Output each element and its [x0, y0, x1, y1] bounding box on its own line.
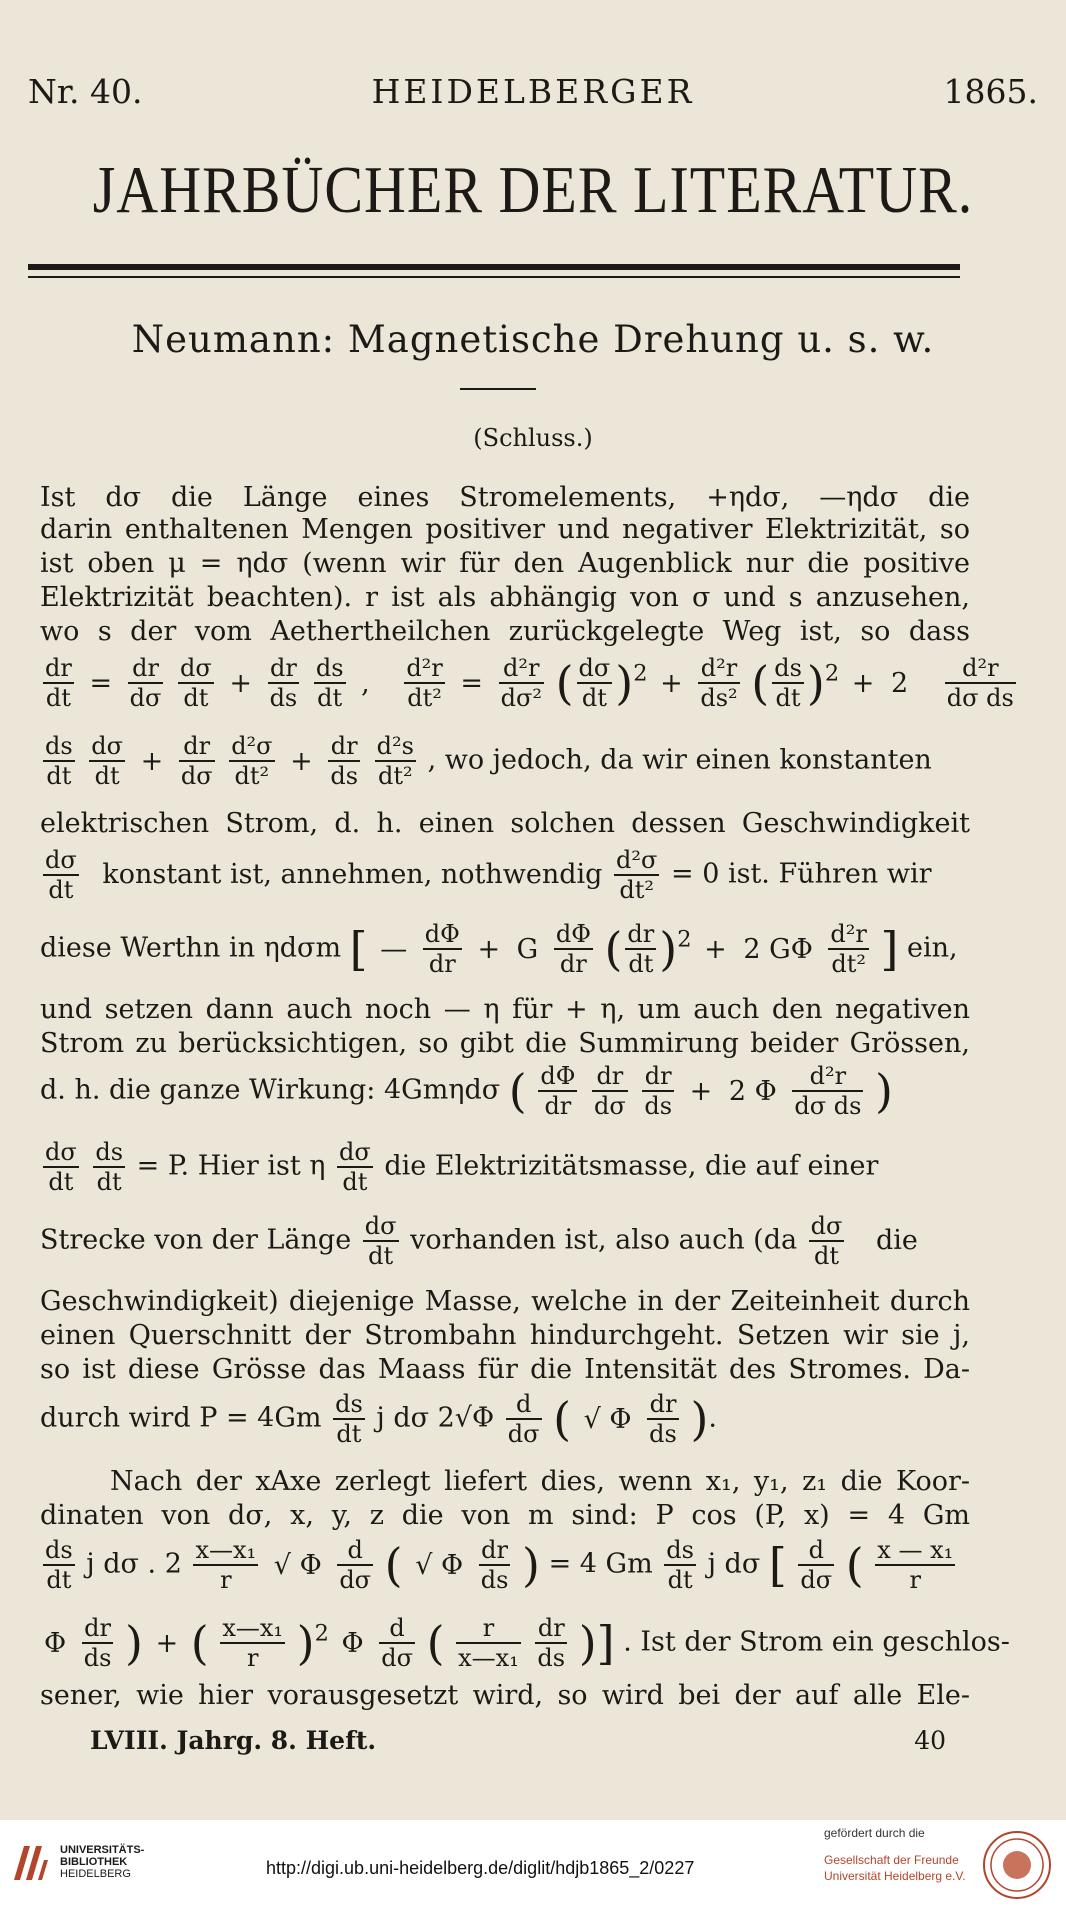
- fraction: $\frac{ds}{dt}$: [45, 1536, 73, 1594]
- equation-line: $\frac{d\sigma}{dt}$ konstant ist, annehmen, nothwendig $\frac{\text{d²σ}}{\text{dt²}}$ = 0 ist. Führen wir: [45, 846, 932, 904]
- masthead: JAHRBÜCHER DER LITERATUR.: [92, 152, 974, 227]
- fraction: $\frac{\text{d²r}}{\text{dt²}}$: [406, 654, 443, 712]
- fraction: $\frac{dr}{d\sigma}$: [180, 732, 213, 790]
- fraction: $\frac{ds}{dt}$: [45, 732, 73, 790]
- article-title: Neumann: Magnetische Drehung u. s. w.: [131, 318, 935, 361]
- fraction: $\frac{d\sigma}{dt}$: [578, 654, 611, 712]
- text-line: elektrischen Strom, d. h. einen solchen dessen Geschwindigkeit: [40, 808, 970, 839]
- text-line: einen Querschnitt der Strombahn hindurchgeht. Setzen wir sie j,: [40, 1320, 970, 1351]
- sponsor-name: Gesellschaft der Freunde Universität Heidelberg e.V.: [824, 1853, 966, 1883]
- fraction: $\frac{d\sigma}{dt}$: [810, 1212, 843, 1270]
- article-subtitle: (Schluss.): [473, 424, 593, 452]
- fraction: $\frac{dr}{ds}$: [644, 1062, 673, 1120]
- fraction: $\frac{dr}{ds}$: [269, 654, 298, 712]
- fraction: $\frac{ds}{dt}$: [774, 654, 802, 712]
- masthead-rule-thick: [28, 264, 960, 270]
- header-title: HEIDELBERGER: [371, 72, 695, 111]
- fraction: $\frac{d\sigma}{dt}$: [180, 654, 212, 712]
- fraction: $\frac{d\Phi}{dr}$: [540, 1062, 576, 1120]
- fraction: $\frac{\text{d²s}}{\text{dt²}}$: [376, 732, 414, 790]
- fraction: $\frac{\text{d²σ}}{\text{dt²}}$: [231, 732, 273, 790]
- masthead-rule-thin: [28, 276, 960, 278]
- fraction: $\frac{d\sigma}{dt}$: [91, 732, 124, 790]
- equation-line: $\frac{dr}{dt}$ = $\frac{dr}{d\sigma}$ $\frac{d\sigma}{dt}$ + $\frac{dr}{ds}$ $\frac{ds}{dt}$ , $\frac{\text{d²r}}{\text{dt²}}$ = $\frac{\text{d²r}}{\text{dσ²}}$ ( $\frac{d\sigma}{dt}$ )$^2$ + $\frac{\text{d²r}}{\text{ds²}}$ ( $\frac{ds}{dt}$ )$^2$ + 2 $\frac{\text{d²r}}{\text{dσ ds}}$: [45, 654, 1014, 712]
- fraction: $\frac{d}{d\sigma}$: [381, 1614, 413, 1672]
- text-line: dinaten von dσ, x, y, z die von m sind: P cos (P, x) = 4 Gm: [40, 1500, 970, 1531]
- fraction: $\frac{r}{\text{x—x₁}}$: [458, 1614, 519, 1672]
- fraction: $\frac{\text{x — x₁}}{r}$: [877, 1536, 954, 1594]
- equation-line: Φ $\frac{dr}{ds}$ ) + ( $\frac{\text{x—x₁}}{r}$ )$^2$ Φ $\frac{d}{d\sigma}$ ( $\frac{r}{\text{x—x₁}}$ $\frac{dr}{ds}$ )] . Ist der Strom ein geschlos-: [44, 1614, 1010, 1672]
- issue-number: Nr. 40.: [28, 72, 143, 111]
- text-line: so ist diese Grösse das Maass für die Intensität des Stromes. Da-: [40, 1354, 970, 1385]
- fraction: $\frac{\text{d²r}}{\text{dt²}}$: [830, 920, 867, 978]
- library-logo-icon: [10, 1842, 52, 1884]
- fraction: $\frac{d\sigma}{dt}$: [45, 1138, 77, 1196]
- university-seal-icon: [982, 1830, 1052, 1900]
- text-line: darin enthaltenen Mengen positiver und negativer Elektrizität, so: [40, 514, 970, 545]
- page-footer: [90, 1726, 946, 1760]
- permalink[interactable]: http://digi.ub.uni-heidelberg.de/diglit/hdjb1865_2/0227: [266, 1858, 695, 1878]
- fraction: $\frac{dr}{ds}$: [537, 1614, 566, 1672]
- fraction: $\frac{dr}{ds}$: [480, 1536, 509, 1594]
- text-line: Ist dσ die Länge eines Stromelements, +ηdσ, —ηdσ die: [40, 482, 970, 513]
- digitization-bar: [0, 1820, 1066, 1910]
- fraction: $\frac{\text{x—x₁}}{r}$: [222, 1614, 284, 1672]
- text-line: sener, wie hier vorausgesetzt wird, so wird bei der auf alle Ele-: [40, 1680, 970, 1711]
- fraction: $\frac{ds}{dt}$: [95, 1138, 124, 1196]
- fraction: $\frac{\text{d²σ}}{\text{dt²}}$: [616, 846, 658, 904]
- sponsor-label: gefördert durch die: [824, 1826, 925, 1840]
- fraction: $\frac{ds}{dt}$: [315, 654, 344, 712]
- fraction: $\frac{d\sigma}{dt}$: [339, 1138, 371, 1196]
- text-line: Elektrizität beachten). r ist als abhängig von σ und s anzusehen,: [40, 582, 970, 613]
- fraction: $\frac{dr}{d\sigma}$: [129, 654, 162, 712]
- text-line: und setzen dann auch noch — η für + η, um auch den negativen: [40, 994, 970, 1025]
- text-line: wo s der vom Aethertheilchen zurückgelegte Weg ist, so dass: [40, 616, 970, 647]
- fraction: $\frac{\text{d²r}}{\text{dσ ds}}$: [946, 654, 1014, 712]
- fraction: $\frac{dr}{d\sigma}$: [593, 1062, 626, 1120]
- fraction: $\frac{d\Phi}{dr}$: [424, 920, 460, 978]
- fraction: $\frac{dr}{ds}$: [83, 1614, 112, 1672]
- fraction: $\frac{d}{d\sigma}$: [800, 1536, 833, 1594]
- equation-line: d. h. die ganze Wirkung: 4Gmηdσ ( $\frac{d\Phi}{dr}$ $\frac{dr}{d\sigma}$ $\frac{dr}{ds}$ + 2 Φ $\frac{\text{d²r}}{\text{dσ ds}}$ ): [40, 1062, 893, 1120]
- fraction: $\frac{\text{d²r}}{\text{dσ ds}}$: [794, 1062, 862, 1120]
- fraction: $\frac{\text{d²r}}{\text{dσ²}}$: [500, 654, 542, 712]
- header-year: 1865.: [943, 72, 1038, 111]
- fraction: $\frac{dr}{ds}$: [330, 732, 359, 790]
- text-line: Nach der xAxe zerlegt liefert dies, wenn x₁, y₁, z₁ die Koor-: [110, 1466, 970, 1497]
- title-divider: [460, 388, 536, 390]
- fraction: $\frac{d}{d\sigma}$: [339, 1536, 372, 1594]
- fraction: $\frac{d\sigma}{dt}$: [364, 1212, 397, 1270]
- fraction: $\frac{ds}{dt}$: [335, 1390, 363, 1448]
- fraction: $\frac{ds}{dt}$: [666, 1536, 694, 1594]
- text-line: Strom zu berücksichtigen, so gibt die Summirung beider Grössen,: [40, 1028, 970, 1059]
- fraction: $\frac{d\sigma}{dt}$: [45, 846, 77, 904]
- fraction: $\frac{dr}{ds}$: [649, 1390, 677, 1448]
- page-number: 40: [914, 1726, 946, 1755]
- text-line: Geschwindigkeit) diejenige Masse, welche in der Zeiteinheit durch: [40, 1286, 970, 1317]
- footer-signature: LVIII. Jahrg. 8. Heft.: [90, 1726, 377, 1755]
- equation-line: diese Werthn in ηdσm [ — $\frac{d\Phi}{dr}$ + G $\frac{d\Phi}{dr}$ ( $\frac{dr}{dt}$ )$^2$ + 2 GΦ $\frac{\text{d²r}}{\text{dt²}}$ ] ein,: [40, 920, 958, 978]
- fraction: $\frac{\text{x—x₁}}{r}$: [195, 1536, 257, 1594]
- equation-line: Strecke von der Länge $\frac{d\sigma}{dt}$ vorhanden ist, also auch (da $\frac{d\sigma}{dt}$ die: [40, 1212, 918, 1270]
- equation-line: $\frac{ds}{dt}$ j dσ . 2 $\frac{\text{x—x₁}}{r}$ √ Φ $\frac{d}{d\sigma}$ ( √ Φ $\frac{dr}{ds}$ ) = 4 Gm $\frac{ds}{dt}$ j dσ [ $\frac{d}{d\sigma}$ ( $\frac{\text{x — x₁}}{r}$: [45, 1536, 954, 1594]
- library-name: UNIVERSITÄTS- BIBLIOTHEK HEIDELBERG: [60, 1844, 145, 1880]
- text-line: ist oben μ = ηdσ (wenn wir für den Augenblick nur die positive: [40, 548, 970, 579]
- fraction: $\frac{dr}{dt}$: [627, 920, 655, 978]
- fraction: $\frac{d\Phi}{dr}$: [555, 920, 591, 978]
- running-header: [28, 72, 1038, 112]
- equation-line: durch wird P = 4Gm $\frac{ds}{dt}$ j dσ 2√Φ $\frac{d}{d\sigma}$ ( √ Φ $\frac{dr}{ds}$ ).: [40, 1390, 717, 1448]
- fraction: $\frac{\text{d²r}}{\text{ds²}}$: [700, 654, 738, 712]
- fraction: $\frac{dr}{dt}$: [45, 654, 72, 712]
- fraction: $\frac{d}{d\sigma}$: [507, 1390, 540, 1448]
- equation-line: $\frac{ds}{dt}$ $\frac{d\sigma}{dt}$ + $\frac{dr}{d\sigma}$ $\frac{\text{d²σ}}{\text{dt²}}$ + $\frac{dr}{ds}$ $\frac{\text{d²s}}{\text{dt²}}$ , wo jedoch, da wir einen konstanten: [45, 732, 932, 790]
- equation-line: $\frac{d\sigma}{dt}$ $\frac{ds}{dt}$ = P. Hier ist η $\frac{d\sigma}{dt}$ die Elektrizitätsmasse, die auf einer: [45, 1138, 879, 1196]
